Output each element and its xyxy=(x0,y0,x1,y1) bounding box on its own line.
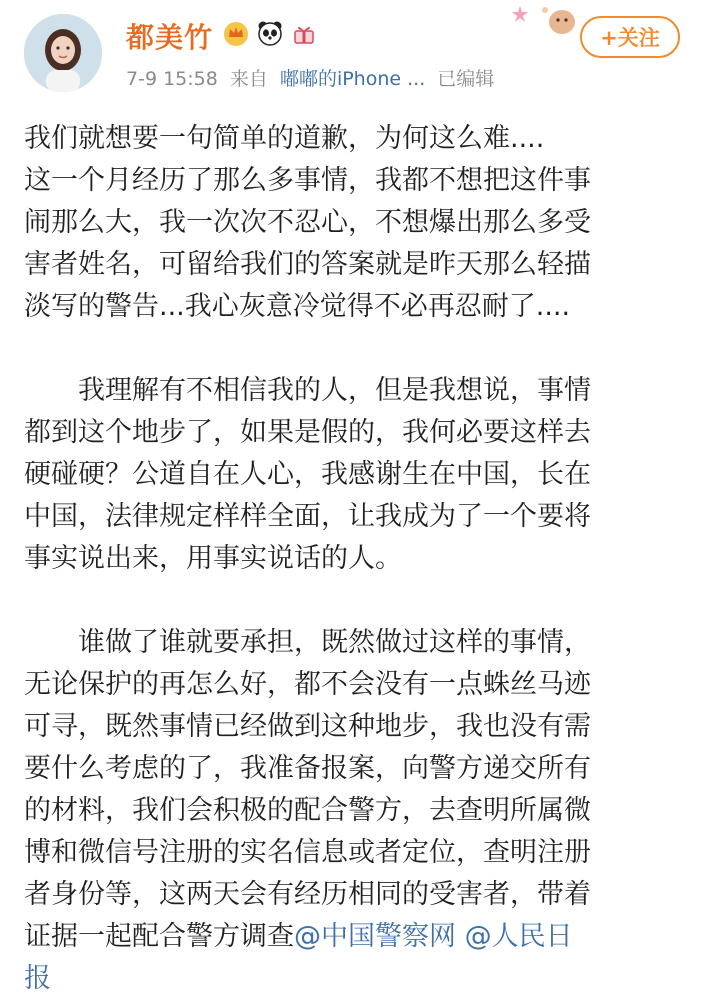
gift-badge-icon[interactable] xyxy=(290,19,318,47)
user-badges xyxy=(222,16,318,50)
text-line: 硬碰硬？公道自在人心，我感谢生在中国，长在 xyxy=(24,459,591,490)
text-line: 证据一起配合警方调查 xyxy=(24,921,294,952)
text-line: 事实说出来，用事实说话的人。 xyxy=(24,543,402,574)
text-line: 要什么考虑的了，我准备报案，向警方递交所有 xyxy=(24,753,591,784)
post-body xyxy=(24,118,688,1000)
text-line: 博和微信号注册的实名信息或者定位，查明注册 xyxy=(24,837,591,868)
text-line: 我理解有不相信我的人，但是我想说，事情 xyxy=(78,375,591,406)
text-line: 的材料，我们会积极的配合警方，去查明所属微 xyxy=(24,795,591,826)
paragraph-1 xyxy=(24,118,688,328)
follow-button[interactable]: +关注 xyxy=(580,16,680,58)
edited-label[interactable]: 已编辑 xyxy=(437,68,495,90)
post-timestamp: 7-9 15:58 xyxy=(126,68,218,90)
text-line: 闹那么大，我一次次不忍心，不想爆出那么多受 xyxy=(24,207,591,238)
text-line: 谁做了谁就要承担，既然做过这样的事情， xyxy=(78,627,591,658)
paragraph-3 xyxy=(24,622,688,1000)
post-meta xyxy=(126,64,500,91)
source-prefix: 来自 xyxy=(229,68,268,90)
text-line: 都到这个地步了，如果是假的，我何必要这样去 xyxy=(24,417,591,448)
text-line: 中国，法律规定样样全面，让我成为了一个要将 xyxy=(24,501,591,532)
post-header xyxy=(0,0,706,100)
mention-link-police[interactable]: @中国警察网 xyxy=(294,921,456,952)
decorative-stars-icon xyxy=(500,0,580,40)
paragraph-2 xyxy=(24,370,688,580)
text-line: 淡写的警告...我心灰意冷觉得不必再忍耐了.... xyxy=(24,291,571,322)
avatar-portrait-icon xyxy=(24,14,102,92)
text-line: 害者姓名，可留给我们的答案就是昨天那么轻描 xyxy=(24,249,591,280)
panda-badge-icon[interactable] xyxy=(256,19,284,47)
text-line: 这一个月经历了那么多事情，我都不想把这件事 xyxy=(24,165,591,196)
crown-badge-icon[interactable] xyxy=(222,19,250,47)
text-line: 我们就想要一句简单的道歉，为何这么难.... xyxy=(24,123,545,154)
source-device-link[interactable]: 嘟嘟的iPhone ... xyxy=(279,68,426,90)
avatar[interactable] xyxy=(24,14,102,92)
text-line: 无论保护的再怎么好，都不会没有一点蛛丝马迹 xyxy=(24,669,591,700)
text-line: 者身份等，这两天会有经历相同的受害者，带着 xyxy=(24,879,591,910)
mention-link-peoples-daily[interactable]: @人民日 xyxy=(464,921,573,952)
text-line: 可寻，既然事情已经做到这种地步，我也没有需 xyxy=(24,711,591,742)
username[interactable]: 都美竹 xyxy=(126,21,214,54)
mention-link-peoples-daily-tail[interactable]: 报 xyxy=(24,963,51,994)
